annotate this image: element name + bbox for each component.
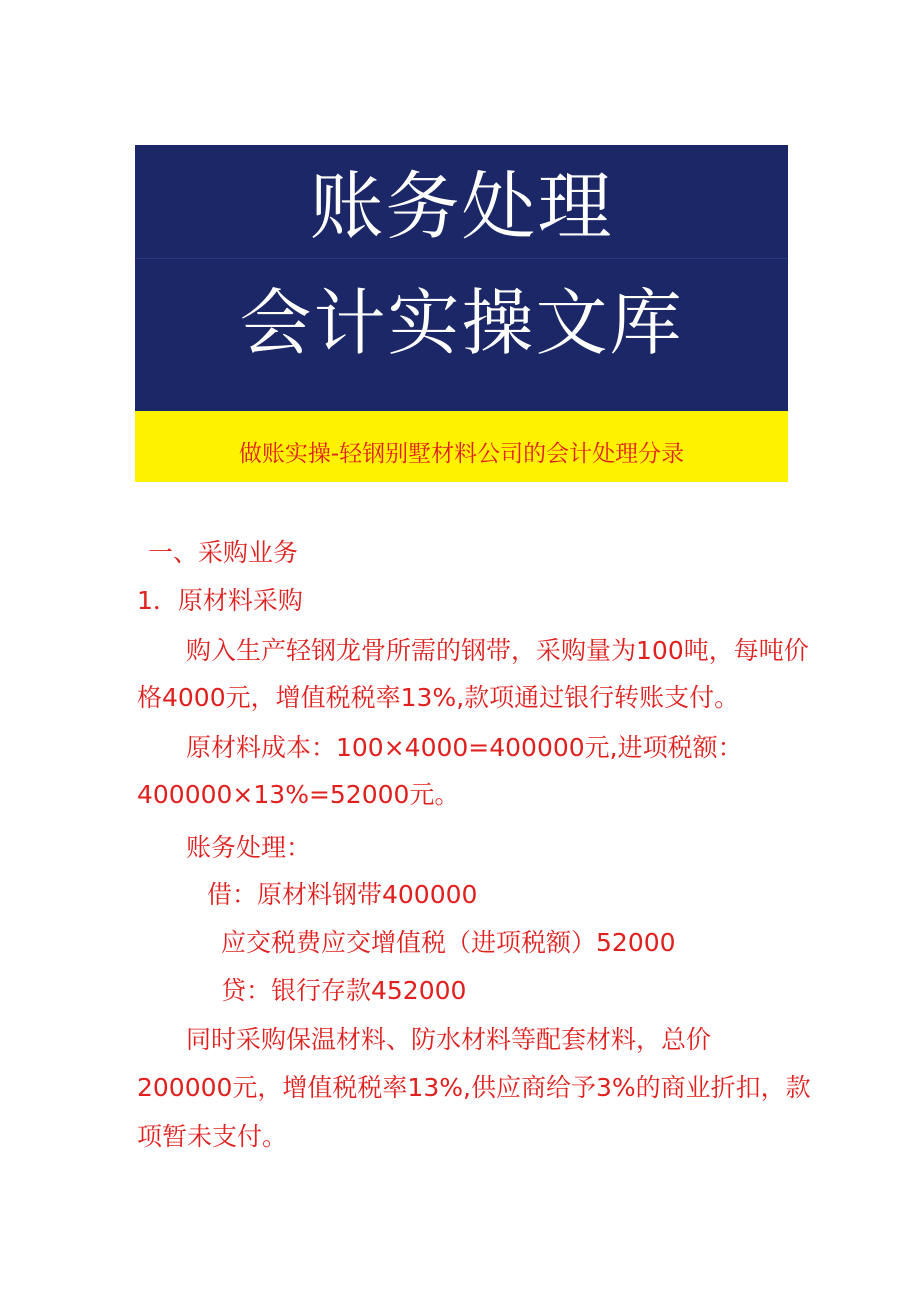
document-subtitle: 做账实操-轻钢别墅材料公司的会计处理分录 xyxy=(238,441,685,467)
item-heading: 1．原材料采购 xyxy=(137,586,303,615)
entry-heading: 账务处理： xyxy=(186,833,312,862)
banner-title-line2: 会计实操文库 xyxy=(239,281,684,365)
paragraph-2-line-2: 400000×13%=52000元。 xyxy=(137,780,460,809)
paragraph-3-line-2: 200000元，增值税税率13%,供应商给予3%的商业折扣，款 xyxy=(137,1073,811,1102)
banner-divider xyxy=(135,258,788,259)
subtitle-bar xyxy=(135,411,788,482)
entry-debit-1: 借：原材料钢带400000 xyxy=(207,880,478,909)
paragraph-1-line-2: 格4000元，增值税税率13%,款项通过银行转账支付。 xyxy=(137,683,740,712)
paragraph-3-line-1: 同时采购保温材料、防水材料等配套材料，总价 xyxy=(186,1025,712,1054)
banner-title-line1: 账务处理 xyxy=(309,164,614,250)
paragraph-1-line-1: 购入生产轻钢龙骨所需的钢带，采购量为100吨，每吨价 xyxy=(186,636,809,665)
title-banner xyxy=(135,145,788,411)
entry-credit: 贷：银行存款452000 xyxy=(221,976,467,1005)
section-heading: 一、采购业务 xyxy=(148,538,299,567)
paragraph-3-line-3: 项暂未支付。 xyxy=(137,1122,288,1151)
paragraph-2-line-1: 原材料成本：100×4000=400000元,进项税额： xyxy=(186,733,743,762)
entry-debit-2: 应交税费应交增值税（进项税额）52000 xyxy=(221,928,676,957)
